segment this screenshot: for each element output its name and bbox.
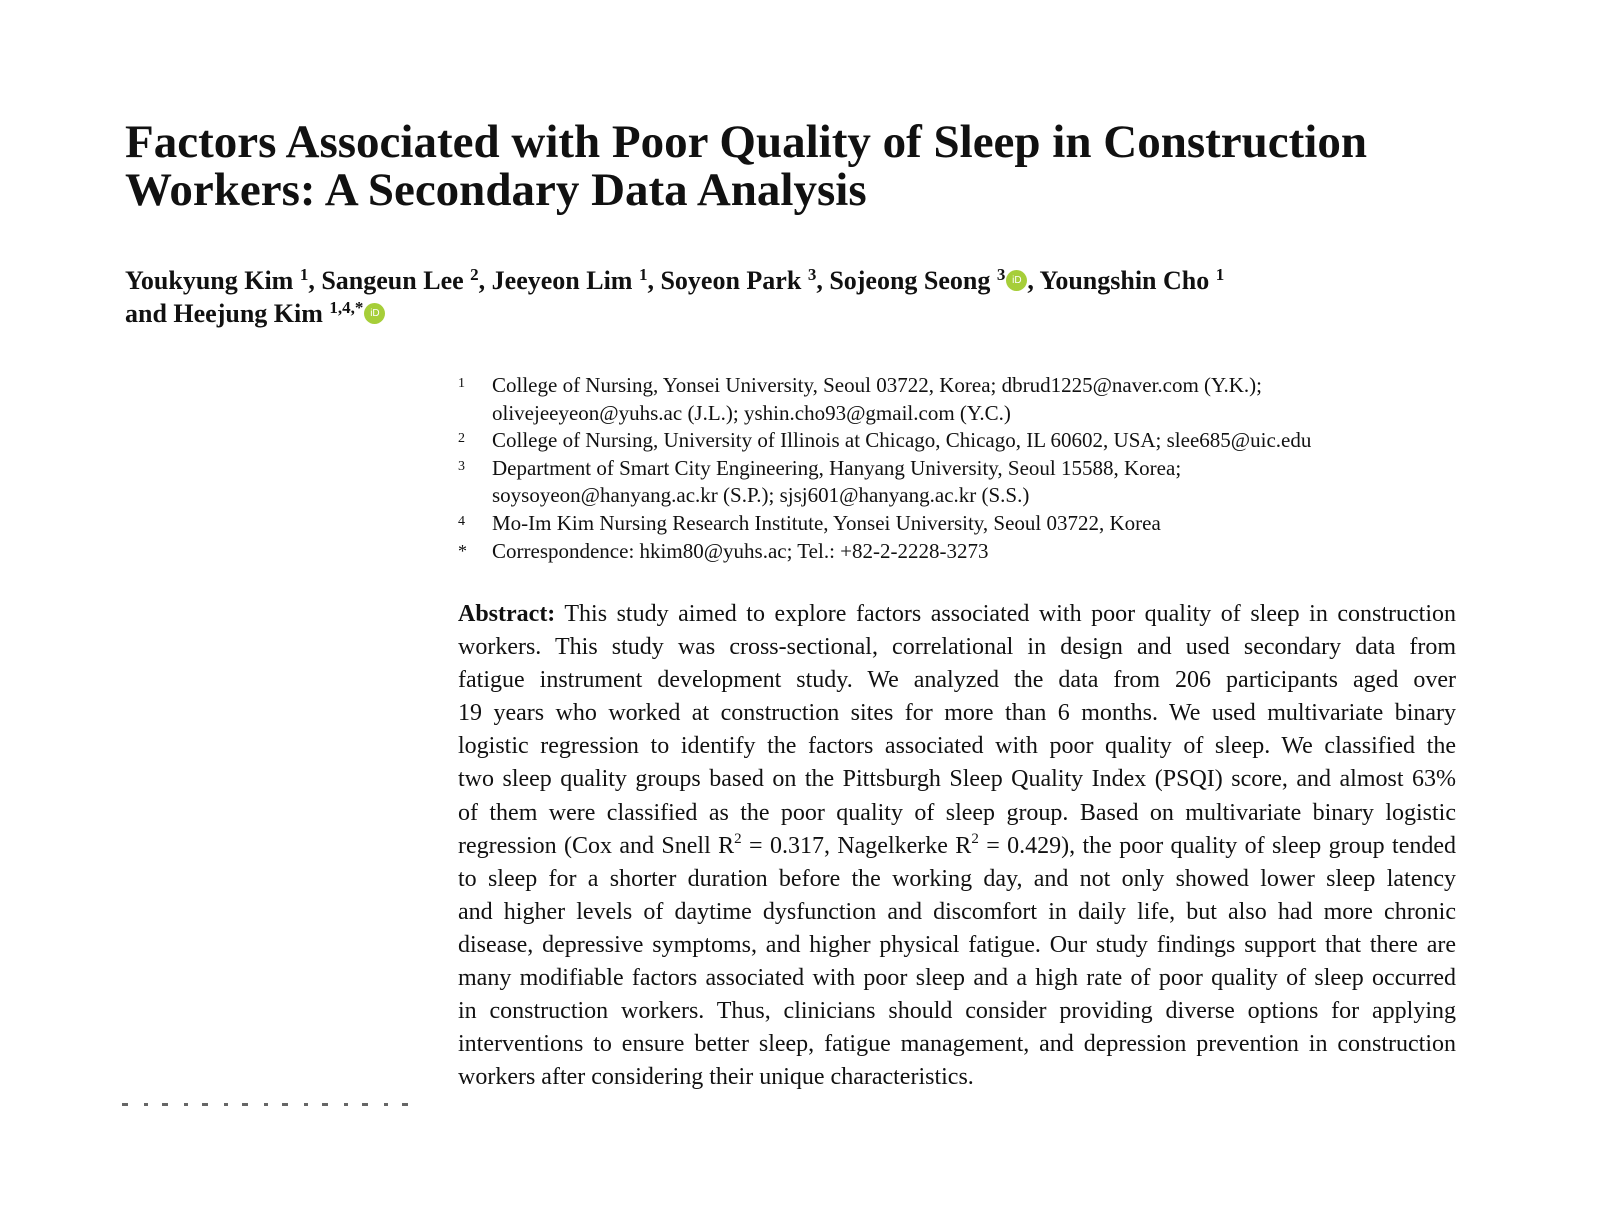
affiliation-marker: 1: [458, 376, 465, 391]
abstract: [458, 598, 1456, 1094]
title-line: Factors Associated with Poor Quality of Sleep in Construction: [125, 116, 1367, 168]
author-affiliation-mark: 1: [1215, 265, 1225, 284]
orcid-icon[interactable]: iD: [1006, 270, 1027, 291]
author-affiliation-mark: 3: [807, 265, 817, 284]
abstract-line: disease, depressive symptoms, and higher physical fatigue. Our study findings support that there are: [458, 931, 1456, 958]
affiliation-text: [492, 427, 1458, 455]
author-name: Youkyung Kim: [125, 266, 294, 295]
author-name: Sangeun Lee: [321, 266, 464, 295]
correspondence-text: [492, 538, 1458, 566]
author-affiliation-mark: 1: [638, 265, 648, 284]
abstract-label: Abstract:: [458, 601, 556, 627]
author-line: [125, 297, 1525, 330]
author-separator: ,: [1027, 266, 1040, 295]
affiliation-text: [492, 372, 1458, 427]
abstract-line: of them were classified as the poor quality of sleep group. Based on multivariate binary logistic: [458, 799, 1456, 826]
author-affiliation-mark: 1: [299, 265, 309, 284]
author-affiliation-mark: 2: [470, 265, 479, 284]
affiliation-marker: 4: [458, 513, 465, 529]
author-separator: ,: [816, 266, 830, 295]
author-affiliation-mark: 1,4,*: [329, 298, 364, 317]
correspondence-line: Correspondence: hkim80@yuhs.ac; Tel.: +82-2-2228-3273: [492, 538, 989, 563]
abstract-line: workers after considering their unique characteristics.: [458, 1064, 974, 1091]
author-affiliation-mark: 3: [996, 265, 1006, 284]
title-line: Workers: A Secondary Data Analysis: [125, 164, 867, 216]
correspondence-item: [458, 538, 1458, 566]
abstract-line: interventions to ensure better sleep, fatigue management, and depression prevention in construction: [458, 1031, 1456, 1058]
orcid-icon[interactable]: iD: [364, 303, 385, 324]
author-name: Soyeon Park: [660, 266, 802, 295]
abstract-line: logistic regression to identify the factors associated with poor quality of sleep. We classified the: [458, 733, 1456, 760]
affiliation-line: Mo-Im Kim Nursing Research Institute, Yonsei University, Seoul 03722, Korea: [492, 510, 1161, 535]
author-name: Youngshin Cho: [1039, 266, 1210, 295]
affiliation-line: College of Nursing, University of Illinois at Chicago, Chicago, IL 60602, USA; slee685@uic.edu: [492, 428, 1312, 453]
abstract-line: many modifiable factors associated with poor sleep and a high rate of poor quality of sleep occurred: [458, 965, 1456, 992]
affiliation-item: [458, 455, 1458, 510]
abstract-line: and higher levels of daytime dysfunction and discomfort in daily life, but also had more chronic: [458, 898, 1456, 925]
affiliation-item: [458, 427, 1458, 455]
author-name: Sojeong Seong: [829, 266, 991, 295]
correspondence-marker: *: [458, 540, 467, 561]
abstract-line: [458, 598, 1456, 631]
cutoff-marks: [122, 1103, 414, 1106]
affiliation-item: [458, 372, 1458, 427]
affiliation-line: College of Nursing, Yonsei University, Seoul 03722, Korea; dbrud1225@naver.com (Y.K.);: [492, 373, 1263, 397]
abstract-line: fatigue instrument development study. We analyzed the data from 206 participants aged over: [458, 667, 1456, 694]
affiliation-line: Department of Smart City Engineering, Hanyang University, Seoul 15588, Korea;: [492, 455, 1182, 480]
abstract-line: [458, 830, 1456, 863]
superscript: 2: [971, 830, 979, 847]
superscript: 2: [734, 830, 742, 847]
abstract-line: two sleep quality groups based on the Pittsburgh Sleep Quality Index (PSQI) score, and almost 63%: [458, 766, 1456, 793]
affiliation-marker: 2: [458, 431, 465, 447]
affiliation-marker: 3: [458, 458, 465, 474]
affiliation-line: soysoyeon@hanyang.ac.kr (S.P.); sjsj601@hanyang.ac.kr (S.S.): [492, 483, 1030, 508]
author-name: and Heejung Kim: [125, 299, 323, 328]
abstract-line: workers. This study was cross-sectional, correlational in design and used secondary data from: [458, 634, 1456, 661]
author-line: [125, 264, 1525, 297]
author-separator: ,: [308, 266, 322, 295]
affiliation-text: [492, 510, 1458, 538]
abstract-text: This study aimed to explore factors associated with poor quality of sleep in construction: [555, 601, 1456, 627]
affiliation-text: [492, 455, 1458, 510]
abstract-line: in construction workers. Thus, clinicians should consider providing diverse options for applying: [458, 998, 1456, 1025]
author-separator: ,: [647, 266, 661, 295]
author-list: [125, 264, 1525, 330]
affiliation-item: [458, 510, 1458, 538]
abstract-line: 19 years who worked at construction sites for more than 6 months. We used multivariate binary: [458, 700, 1456, 727]
affiliation-list: [458, 372, 1458, 565]
abstract-line: to sleep for a shorter duration before the working day, and not only showed lower sleep latency: [458, 865, 1456, 892]
author-name: Jeeyeon Lim: [491, 266, 633, 295]
cutoff-text-fragment: [122, 1101, 414, 1107]
abstract-text: regression (Cox and Snell R: [458, 832, 735, 859]
abstract-text: = 0.317, Nagelkerke R: [741, 832, 972, 859]
paper-title: [125, 118, 1545, 214]
abstract-text: = 0.429), the poor quality of sleep group tended: [978, 832, 1457, 859]
affiliation-line: olivejeeyeon@yuhs.ac (J.L.); yshin.cho93@gmail.com (Y.C.): [492, 400, 1011, 425]
author-separator: ,: [478, 266, 492, 295]
